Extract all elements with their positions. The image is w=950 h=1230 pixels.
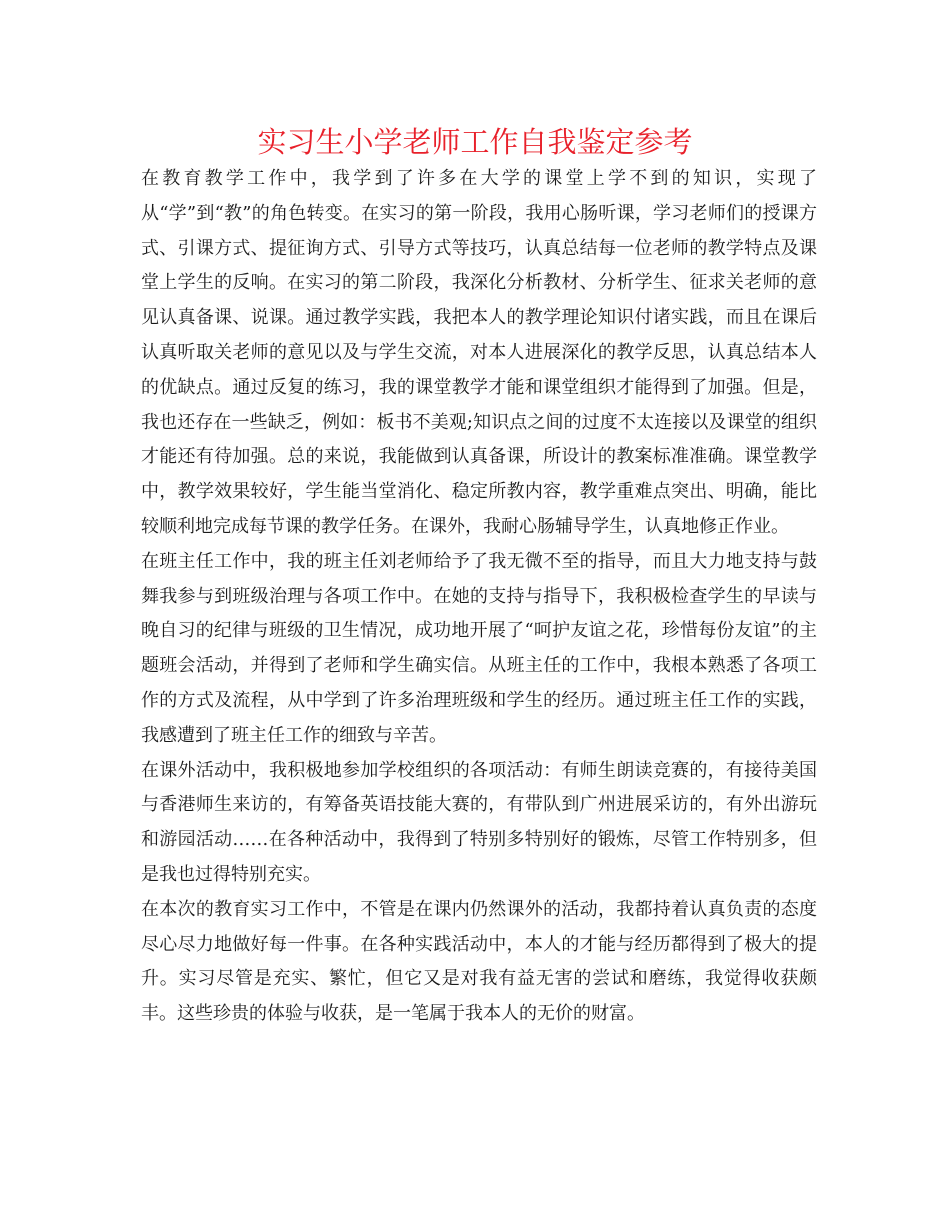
document-body: [141, 162, 817, 1032]
paragraph-extracurricular: 在课外活动中，我积极地参加学校组织的各项活动：有师生朗读竞赛的，有接待美国与香港师生来访的，有筹备英语技能大赛的，有带队到广州进展采访的，有外出游玩和游园活动……在各种活动中，我得到了特别多特别好的锻炼，尽管工作特别多，但是我也过得特别充实。: [141, 759, 817, 885]
paragraph-teaching: 在教育教学工作中，我学到了许多在大学的课堂上学不到的知识，实现了从“学”到“教”的角色转变。在实习的第一阶段，我用心肠听课，学习老师们的授课方式、引课方式、提征询方式、引导方式等技巧，认真总结每一位老师的教学特点及课堂上学生的反响。在实习的第二阶段，我深化分析教材、分析学生、征求关老师的意见认真备课、说课。通过教学实践，我把本人的教学理论知识付诸实践，而且在课后认真听取关老师的意见以及与学生交流，对本人进展深化的教学反思，认真总结本人的优缺点。通过反复的练习，我的课堂教学才能和课堂组织才能得到了加强。但是，我也还存在一些缺乏，例如：板书不美观;知识点之间的过度不太连接以及课堂的组织才能还有待加强。总的来说，我能做到认真备课，所设计的教案标准准确。课堂教学中，教学效果较好，学生能当堂消化、稳定所教内容，教学重难点突出、明确，能比较顺利地完成每节课的教学任务。在课外，我耐心肠辅导学生，认真地修正作业。: [141, 168, 817, 537]
paragraph-head-teacher: 在班主任工作中，我的班主任刘老师给予了我无微不至的指导，而且大力地支持与鼓舞我参与到班级治理与各项工作中。在她的支持与指导下，我积极检查学生的早读与晚自习的纪律与班级的卫生情况，成功地开展了“呵护友谊之花，珍惜每份友谊”的主题班会活动，并得到了老师和学生确实信。从班主任的工作中，我根本熟悉了各项工作的方式及流程，从中学到了许多治理班级和学生的经历。通过班主任工作的实践，我感遭到了班主任工作的细致与辛苦。: [141, 550, 817, 746]
paragraph-summary: 在本次的教育实习工作中，不管是在课内仍然课外的活动，我都持着认真负责的态度尽心尽力地做好每一件事。在各种实践活动中，本人的才能与经历都得到了极大的提升。实习尽管是充实、繁忙，但它又是对我有益无害的尝试和磨练，我觉得收获颇丰。这些珍贵的体验与收获，是一笔属于我本人的无价的财富。: [141, 898, 817, 1025]
document-title: 实习生小学老师工作自我鉴定参考: [257, 125, 693, 159]
